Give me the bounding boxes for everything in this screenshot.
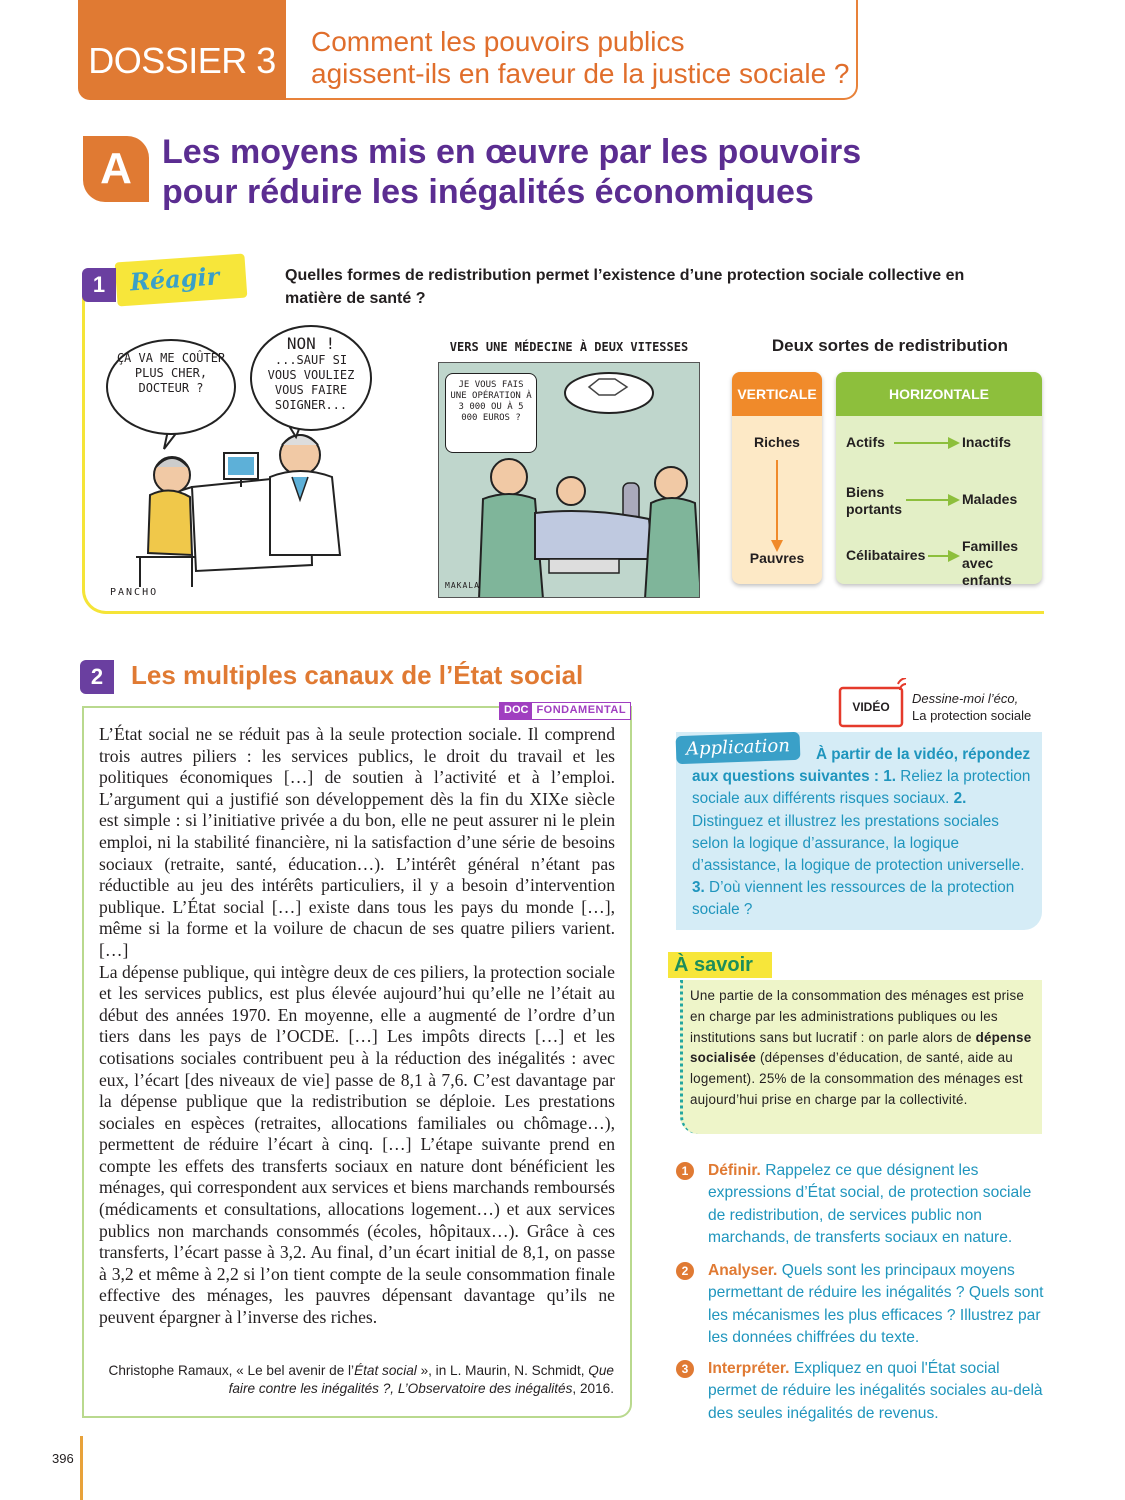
dossier-tab (78, 0, 286, 100)
diagram-row-to: Malades (962, 491, 1018, 507)
application-q2-number: 2. (953, 790, 967, 808)
speech-bubble-doctor (250, 325, 372, 431)
arrow-right-icon (894, 436, 960, 450)
question-verb: Définir. (708, 1162, 761, 1179)
question-number: 3 (676, 1360, 694, 1378)
question-verb: Analyser. (708, 1262, 778, 1279)
arrow-right-icon (928, 549, 960, 563)
question-text: Rappelez ce que désignent les expressions d’État social, de protection sociale de redistribution, de services public non marchands, de transferts sociaux en nature. (708, 1162, 1032, 1246)
page-number: 396 (52, 1451, 74, 1466)
diagram-row-to: Familles avec enfants (962, 538, 1019, 588)
source-title-1: État social (354, 1363, 417, 1378)
reagir-question: Quelles formes de redistribution permet l’existence d’une protection sociale collective en matière de santé ? (285, 267, 965, 307)
document-text (99, 724, 615, 1329)
section-a-badge: A (83, 136, 149, 202)
document-paragraph-1: L’État social ne se réduit pas à la seule protection sociale. Il comprend trois autres piliers : les services publics, le droit du travail et les politiques économiques […] de soutien à l’activité et à l’emploi. L’argument qui a justifié son développement dès la fin du XIXe siècle est simple : si l’initiative privée a du bon, elle ne peut assurer ni le plein emploi, ni la stabilité financière, ni la satisfaction d’une série de besoins sociaux (retraite, santé, éducation…). L’intérêt général n’étant pas réductible au jeu des intérêts particuliers, il y a besoin d’intervention publique. L’État social […] existe dans tous les pays du monde […], même si la forme et la voilure de chacun de ses quatre piliers varient. […] (99, 724, 615, 960)
section2-number: 2 (80, 660, 114, 694)
video-icon[interactable] (838, 678, 908, 730)
a-savoir-text (690, 986, 1036, 1111)
cartoon-surgery-signature: MAKALA (445, 581, 480, 590)
section-a-title (162, 132, 1062, 212)
cartoon-surgery-bubble: JE VOUS FAIS UNE OPÉRATION À 3 000 OU À 5 000 EUROS ? (445, 373, 537, 453)
dossier-question-line1: Comment les pouvoirs publics (311, 26, 685, 57)
diagram-vertical-bottom: Pauvres (749, 550, 805, 566)
cartoon-doctor (100, 325, 400, 605)
reagir-label (115, 254, 248, 307)
question-number: 1 (676, 1162, 694, 1180)
source-author: Christophe Ramaux, « Le bel avenir de l’ (108, 1363, 355, 1378)
dossier-question (311, 26, 851, 90)
section-a-title-line2: pour réduire les inégalités économiques (162, 173, 814, 211)
dossier-label: DOSSIER 3 (88, 40, 276, 81)
speech-bubble-patient-text: ÇA VA ME COÛTER PLUS CHER, DOCTEUR ? (116, 351, 226, 395)
application-q2: Distinguez et illustrez les prestations sociales selon la logique d’assurance, la logique d’assistance, la logique de protection universelle. (692, 812, 1025, 875)
section2-title: Les multiples canaux de l’État social (131, 660, 584, 690)
diagram-row-from: Célibataires (846, 547, 926, 563)
arrow-down-icon (770, 460, 784, 552)
video-subtitle: La protection sociale (912, 708, 1032, 723)
reagir-label-text: Réagir (129, 261, 221, 297)
source-title-2: Que faire contre les inégalités ?, L’Observatoire des inégalités (228, 1363, 614, 1396)
section-a-title-line1: Les moyens mis en œuvre par les pouvoirs (162, 133, 862, 171)
cartoon-doctor-signature: PANCHO (110, 587, 159, 598)
speech-bubble-doctor-text: ...SAUF SI VOUS VOULIEZ VOUS FAIRE SOIGNER... (267, 353, 355, 412)
document-paragraph-2: La dépense publique, qui intègre deux de ces piliers, la protection sociale et les services publics, est plus élevée aujourd’hui qu’elle ne l’était au début des années 1970. En moyenne, elle a augmenté de l’ordre d’un tiers dans les pays de l’OCDE. […] Les impôts directs […] et les cotisations sociales contribuent peu à la réduction des inégalités : avec eux, l’écart [des niveaux de vie] passe de 8,1 à 7,6. C’est davantage par la dépense publique que la redistribution se déploie. Les prestations sociales en espèces (retraites, allocations familiales ou chômage…), permettent de réduire l’écart à cinq. […] L’étape suivante prend en compte les effets des transferts sociaux en nature dont bénéficient les ménages, qui correspondent aux services et biens marchands remboursés (médicaments et consultations, allocations logement…) et aux services publics non marchands consommés (écoles, hôpitaux…). Grâce à ces transferts, l’écart passe à 3,2. Au final, d’un écart initial de 8,1, on passe à 3,2 et même à 2,2 si l’on tient compte de la seule consommation finale effective des ménages, les pauvres dépensant davantage qu’ils ne peuvent épargner à l’inverse des riches. (99, 961, 615, 1328)
application-q1: Reliez la protection sociale aux différents risques sociaux. (692, 768, 1031, 808)
application-label: Application (676, 732, 801, 764)
doc-badge-type: FONDAMENTAL (532, 703, 630, 719)
diagram-row-from: Actifs (846, 434, 885, 450)
video-label: VIDÉO (852, 700, 890, 714)
question-verb: Interpréter. (708, 1360, 790, 1377)
a-savoir-label: À savoir (668, 952, 772, 978)
cartoon-surgery-title: VERS UNE MÉDECINE À DEUX VITESSES (449, 340, 689, 354)
a-savoir-term: dépense socialisée (690, 1029, 1032, 1066)
question-number: 2 (676, 1262, 694, 1280)
video-title: Dessine-moi l’éco, (912, 691, 1019, 706)
diagram-row-to: Inactifs (962, 434, 1012, 450)
diagram-horizontal-header: HORIZONTALE (836, 372, 1042, 416)
question-text: Expliquez en quoi l'État social permet de réduire les inégalités sociales au-delà des seules inégalités de revenus. (708, 1360, 1043, 1422)
application-text (692, 744, 1032, 922)
question-item (676, 1358, 1046, 1425)
speech-bubble-doctor-title: NON ! (286, 334, 336, 353)
arrow-right-icon (906, 493, 960, 507)
question-item (676, 1260, 1046, 1349)
application-q1-number: 1. (883, 768, 897, 786)
a-savoir-text-after: (dépenses d’éducation, de santé, aide au logement). 25% de la consommation des ménages est aujourd’hui prise en charge par la collectivité. (690, 1050, 1023, 1107)
application-q3: D’où viennent les ressources de la protection sociale ? (692, 879, 1015, 919)
video-caption (912, 690, 1031, 724)
doc-badge-label: DOC (500, 703, 532, 719)
page-margin-bar (80, 1436, 83, 1500)
diagram-title: Deux sortes de redistribution (771, 336, 1009, 355)
diagram-vertical-header: VERTICALE (732, 372, 822, 416)
application-q3-number: 3. (692, 879, 705, 897)
reagir-number: 1 (82, 268, 116, 302)
doc-fondamental-badge (499, 702, 631, 720)
dossier-question-line2: agissent-ils en faveur de la justice sociale ? (311, 58, 850, 89)
source-mid: », in L. Maurin, N. Schmidt, (416, 1363, 589, 1378)
document-source (100, 1362, 614, 1398)
diagram-row-from: Biens portants (846, 484, 902, 517)
application-intro: À partir de la vidéo, répondez aux questions suivantes : (692, 746, 1031, 786)
diagram-vertical-box (732, 372, 822, 584)
question-text: Quels sont les principaux moyens permettant de réduire les inégalités ? Quels sont les mécanismes les plus efficaces ? Illustrez par les données chiffrées du texte. (708, 1262, 1044, 1346)
diagram-vertical-top: Riches (754, 434, 800, 450)
cartoon-surgery (438, 340, 700, 598)
diagram-horizontal-box (836, 372, 1042, 588)
a-savoir-text-before: Une partie de la consommation des ménages est prise en charge par les administrations publiques ou les institutions sans but lucratif : on parle alors de (690, 988, 1024, 1045)
source-year: , 2016. (572, 1381, 614, 1396)
speech-bubble-patient (106, 339, 236, 435)
cartoon-surgery-scene (438, 362, 700, 598)
question-item (676, 1160, 1046, 1249)
